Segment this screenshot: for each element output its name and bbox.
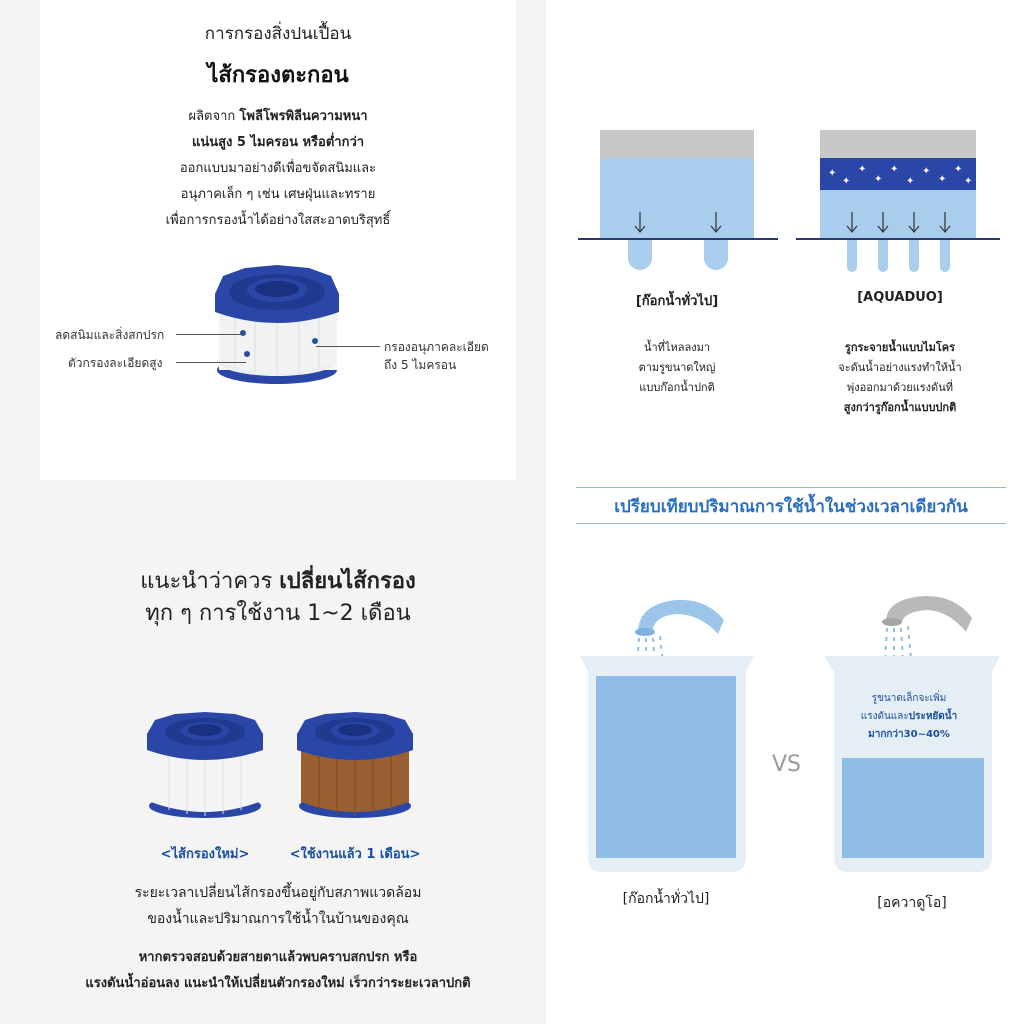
desc-line5: เพื่อการกรองน้ำได้อย่างใสสะอาดบริสุทธิ์ xyxy=(165,213,391,228)
svg-text:✦: ✦ xyxy=(874,174,883,185)
section-subtitle: การกรองสิ่งปนเปื้อน xyxy=(204,24,352,44)
callout-line xyxy=(176,362,246,363)
aqua-desc-4: สูงกว่ารูก๊อกน้ำแบบปกติ xyxy=(843,401,957,414)
savings-note-3: มากกว่า30~40% xyxy=(868,729,950,740)
used-filter-icon xyxy=(295,710,415,820)
shower-head-icon xyxy=(635,600,724,636)
callout-micron-2: ถึง 5 ไมครอน xyxy=(384,358,457,372)
desc-line1-bold: โพลีโพรพิลีนความหนา xyxy=(239,109,368,124)
normal-desc-3: แบบก๊อกน้ำปกติ xyxy=(639,381,715,394)
shower-head-icon xyxy=(882,596,972,632)
desc-line4: อนุภาคเล็ก ๆ เช่น เศษฝุ่นและทราย xyxy=(180,187,376,202)
svg-text:✦: ✦ xyxy=(906,176,915,187)
vs-label: VS xyxy=(772,752,802,777)
savings-note xyxy=(834,690,984,744)
replace-line1-pre: แนะนำว่าควร xyxy=(140,569,280,594)
label-new-filter: <ไส้กรองใหม่> xyxy=(160,847,250,862)
replacement-panel xyxy=(40,480,516,1024)
savings-note-1: รูขนาดเล็กจะเพิ่ม xyxy=(871,693,947,704)
compare-title: เปรียบเทียบปริมาณการใช้น้ำในช่วงเวลาเดียวกัน xyxy=(614,497,968,517)
callout-micron xyxy=(384,338,489,374)
replace-line1-bold: เปลี่ยนไส้กรอง xyxy=(279,569,416,594)
savings-note-2-pre: แรงดันและ xyxy=(860,711,909,722)
savings-note-2-bold: ประหยัดน้ำ xyxy=(908,711,958,722)
callout-micron-1: กรองอนุภาคละเอียด xyxy=(384,340,489,354)
svg-text:✦: ✦ xyxy=(964,176,973,187)
callout-rust: ลดสนิมและสิ่งสกปรก xyxy=(55,328,165,342)
filter-cartridge-icon xyxy=(205,262,355,387)
replace-heading xyxy=(40,566,516,630)
divider xyxy=(576,487,1006,488)
aqua-desc-1: รูกระจายน้ำแบบไมโคร xyxy=(844,341,956,354)
normal-faucet-desc xyxy=(576,338,778,398)
replace-warning xyxy=(40,945,516,997)
desc-line2-bold: แน่นสูง 5 ไมครอน หรือต่ำกว่า xyxy=(191,135,365,150)
replace-note xyxy=(40,880,516,932)
svg-text:✦: ✦ xyxy=(858,164,867,175)
desc-line3: ออกแบบมาอย่างดีเพื่อขจัดสนิมและ xyxy=(179,161,377,176)
replace-warning-2: แรงดันน้ำอ่อนลง แนะนำให้เปลี่ยนตัวกรองใหม่ เร็วกว่าระยะเวลาปกติ xyxy=(85,976,471,991)
section-title: ไส้กรองตะกอน xyxy=(207,63,349,88)
svg-text:✦: ✦ xyxy=(938,174,947,185)
normal-desc-1: น้ำที่ไหลลงมา xyxy=(643,341,710,354)
center-gutter xyxy=(516,0,546,1024)
new-filter-icon xyxy=(145,710,265,820)
flow-diagram xyxy=(576,128,1004,276)
label-used-filter: <ใช้งานแล้ว 1 เดือน> xyxy=(289,847,421,862)
svg-text:✦: ✦ xyxy=(890,164,899,175)
aquaduo-desc xyxy=(796,338,1004,418)
normal-faucet-label: [ก๊อกน้ำทั่วไป] xyxy=(635,294,719,309)
svg-text:✦: ✦ xyxy=(922,166,931,177)
desc-line1-pre: ผลิตจาก xyxy=(188,109,240,124)
replace-note-2: ของน้ำและปริมาณการใช้น้ำในบ้านของคุณ xyxy=(147,911,409,927)
callout-line xyxy=(176,334,242,335)
left-margin xyxy=(0,0,40,1024)
divider xyxy=(576,523,1006,524)
left-beaker-label: [ก๊อกน้ำทั่วไป] xyxy=(622,891,710,907)
aqua-desc-2: จะดันน้ำอย่างแรงทำให้น้ำ xyxy=(838,361,962,374)
svg-text:✦: ✦ xyxy=(954,164,963,175)
replace-warning-1: หากตรวจสอบด้วยสายตาแล้วพบคราบสกปรก หรือ xyxy=(138,950,418,965)
aquaduo-label: [AQUADUO] xyxy=(857,290,943,305)
callout-line xyxy=(316,346,380,347)
replace-note-1: ระยะเวลาเปลี่ยนไส้กรองขึ้นอยู่กับสภาพแวดล้อม xyxy=(134,885,422,901)
aqua-desc-3: พุ่งออกมาด้วยแรงดันที่ xyxy=(847,381,953,394)
replace-line2: ทุก ๆ การใช้งาน 1~2 เดือน xyxy=(145,601,411,626)
callout-fine: ตัวกรองละเอียดสูง xyxy=(68,356,163,370)
svg-text:✦: ✦ xyxy=(828,168,837,179)
filter-description xyxy=(40,104,516,234)
normal-desc-2: ตามรูขนาดใหญ่ xyxy=(638,361,716,374)
svg-text:✦: ✦ xyxy=(842,176,851,187)
right-beaker-label: [อควาดูโอ] xyxy=(877,895,947,911)
